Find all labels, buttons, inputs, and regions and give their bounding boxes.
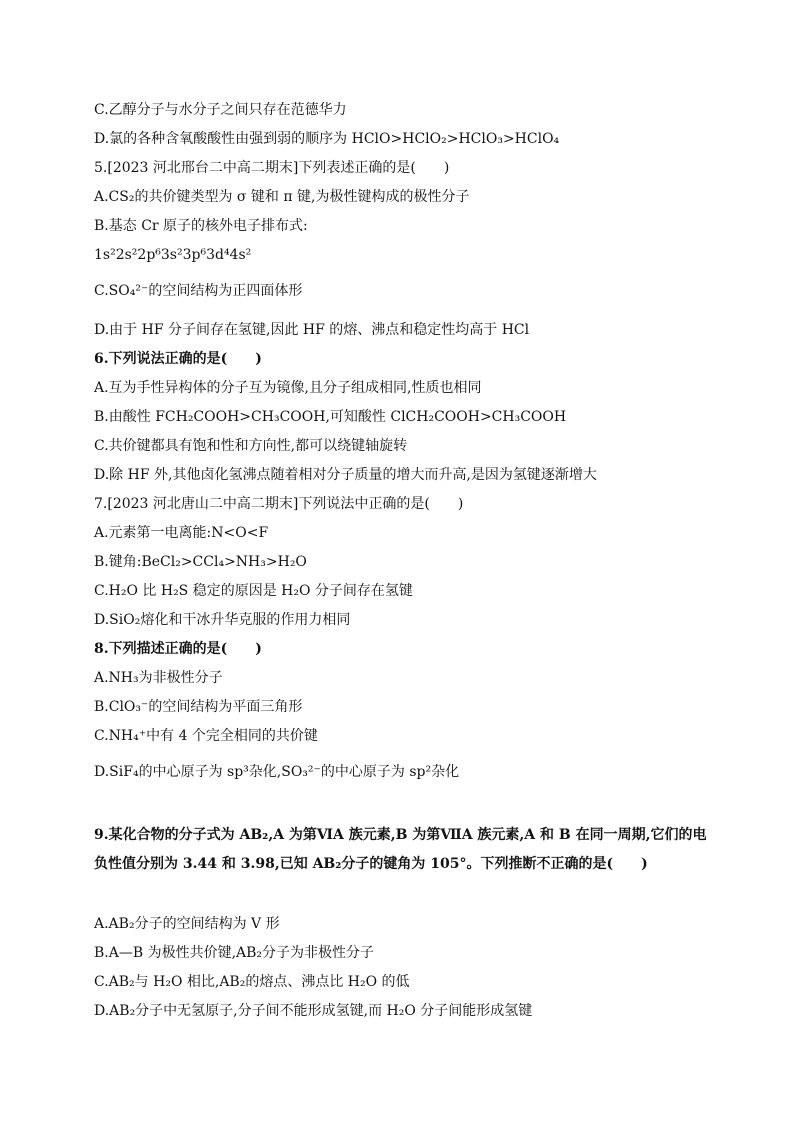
question-9-option-b: B.A—B 为极性共价键,AB₂分子为非极性分子: [94, 945, 375, 961]
question-8-option-c: C.NH₄⁺中有 4 个完全相同的共价键: [94, 728, 318, 744]
question-7-stem: 7.[2023 河北唐山二中高二期末]下列说法中正确的是( ): [94, 496, 464, 512]
question-6-option-a: A.互为手性异构体的分子互为镜像,且分子组成相同,性质也相同: [94, 380, 482, 396]
option-c-q4: C.乙醇分子与水分子之间只存在范德华力: [94, 102, 347, 118]
question-5-option-c: C.SO₄²⁻的空间结构为正四面体形: [94, 283, 303, 299]
question-6-stem: 6.下列说法正确的是( ): [94, 351, 262, 367]
question-5-option-b: B.基态 Cr 原子的核外电子排布式:: [94, 218, 308, 234]
question-8-option-d: D.SiF₄的中心原子为 sp³杂化,SO₃²⁻的中心原子为 sp²杂化: [94, 764, 460, 780]
question-9-stem: 9.某化合物的分子式为 AB₂,A 为第ⅥA 族元素,B 为第ⅦA 族元素,A 和 B 在同一周期,它们的电负性值分别为 3.44 和 3.98,已知 AB₂分子的键角为 105°。下列推断不正确的是( ): [94, 827, 707, 872]
question-6-option-b: B.由酸性 FCH₂COOH>CH₃COOH,可知酸性 ClCH₂COOH>CH₃COOH: [94, 409, 567, 425]
option-d-q4: D.氯的各种含氧酸酸性由强到弱的顺序为 HClO>HClO₂>HClO₃>HClO₄: [94, 131, 560, 147]
question-8-option-a: A.NH₃为非极性分子: [94, 670, 223, 686]
question-9-option-c: C.AB₂与 H₂O 相比,AB₂的熔点、沸点比 H₂O 的低: [94, 974, 410, 990]
question-7-option-c: C.H₂O 比 H₂S 稳定的原因是 H₂O 分子间存在氢键: [94, 583, 413, 599]
question-5-stem: 5.[2023 河北邢台二中高二期末]下列表述正确的是( ): [94, 160, 450, 176]
question-9-option-d: D.AB₂分子中无氢原子,分子间不能形成氢键,而 H₂O 分子间能形成氢键: [94, 1003, 533, 1019]
question-7-option-a: A.元素第一电离能:N<O<F: [94, 525, 269, 541]
question-7-option-d: D.SiO₂熔化和干冰升华克服的作用力相同: [94, 612, 351, 628]
question-6-option-d: D.除 HF 外,其他卤化氢沸点随着相对分子质量的增大而升高,是因为氢键逐渐增大: [94, 467, 597, 483]
question-5-option-a: A.CS₂的共价键类型为 σ 键和 π 键,为极性键构成的极性分子: [94, 189, 470, 205]
question-7-option-b: B.键角:BeCl₂>CCl₄>NH₃>H₂O: [94, 554, 307, 570]
question-8-option-b: B.ClO₃⁻的空间结构为平面三角形: [94, 699, 303, 715]
question-6-option-c: C.共价键都具有饱和性和方向性,都可以绕键轴旋转: [94, 438, 408, 454]
question-9-option-a: A.AB₂分子的空间结构为 V 形: [94, 916, 280, 932]
question-8-stem: 8.下列描述正确的是( ): [94, 641, 262, 657]
electron-configuration: 1s²2s²2p⁶3s²3p⁶3d⁴4s²: [94, 247, 252, 263]
question-5-option-d: D.由于 HF 分子间存在氢键,因此 HF 的熔、沸点和稳定性均高于 HCl: [94, 322, 530, 338]
